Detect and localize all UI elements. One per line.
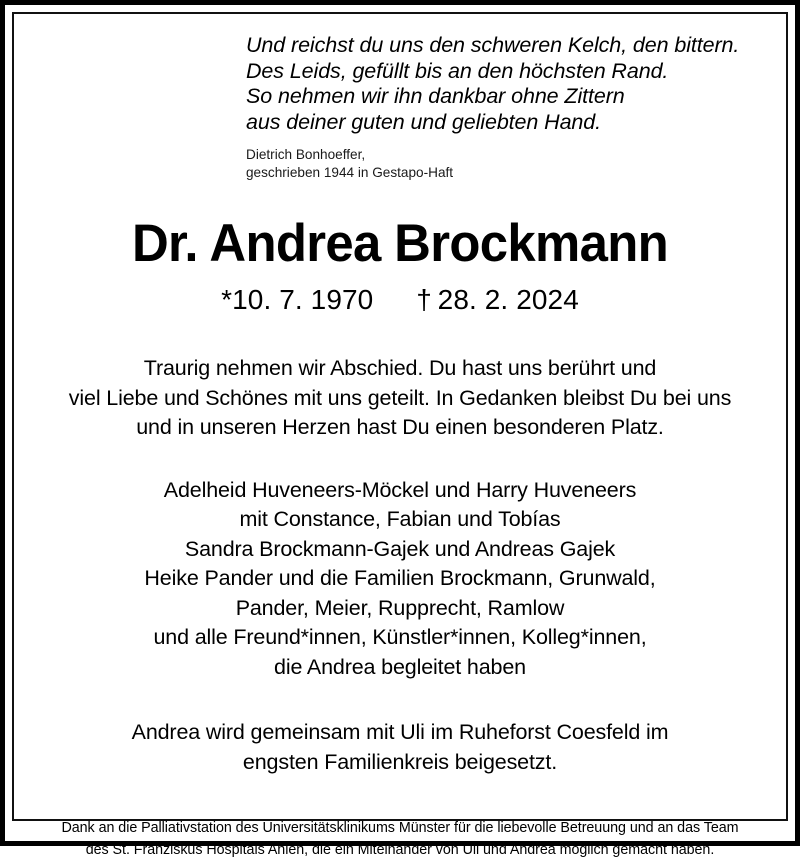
poem-line: Und reichst du uns den schweren Kelch, den bittern.	[246, 33, 740, 57]
burial-information	[36, 682, 764, 777]
family-line: Pander, Meier, Rupprecht, Ramlow	[235, 595, 565, 620]
deceased-name: Dr. Andrea Brockmann	[131, 214, 669, 274]
farewell-line: Traurig nehmen wir Abschied. Du hast uns berührt und	[143, 356, 657, 381]
thanks-note	[36, 777, 764, 861]
birth-date-value: 10. 7. 1970	[232, 284, 374, 316]
attribution-context: geschrieben 1944 in Gestapo-Haft	[246, 165, 454, 181]
poem-line: So nehmen wir ihn dankbar ohne Zittern	[246, 84, 625, 109]
family-line: Adelheid Huveneers-Möckel und Harry Huveneers	[163, 477, 637, 502]
poem-block	[36, 14, 764, 135]
poem-attribution	[36, 135, 764, 182]
birth-symbol: *	[221, 284, 233, 316]
family-line: und alle Freund*innen, Künstler*innen, Kolleg*innen,	[153, 625, 647, 650]
thanks-line: des St. Franziskus Hospitals Ahlen, die ein Miteinander von Uli und Andrea möglich gemacht haben.	[85, 842, 715, 859]
farewell-line: und in unseren Herzen hast Du einen besonderen Platz.	[136, 415, 664, 440]
poem-line: aus deiner guten und geliebten Hand.	[246, 109, 602, 134]
surviving-family-list	[36, 443, 764, 683]
thanks-line: Dank an die Palliativstation des Universitätsklinikums Münster für die liebevolle Betreuung und an das Team	[61, 820, 739, 837]
family-line: Heike Pander und die Familien Brockmann, Grunwald,	[144, 566, 656, 591]
family-line: die Andrea begleitet haben	[274, 654, 526, 679]
death-date	[416, 284, 579, 315]
poem-line: Des Leids, gefüllt bis an den höchsten Rand.	[246, 58, 669, 83]
farewell-message	[36, 316, 764, 443]
farewell-line: viel Liebe und Schönes mit uns geteilt. In Gedanken bleibst Du bei uns	[68, 385, 732, 410]
inner-border-rule	[12, 12, 788, 859]
birth-date	[221, 284, 373, 315]
dagger-icon: †	[416, 284, 432, 316]
death-date-value: 28. 2. 2024	[437, 284, 579, 316]
notice-content	[14, 14, 786, 859]
family-line: Sandra Brockmann-Gajek und Andreas Gajek	[184, 536, 616, 561]
family-line: mit Constance, Fabian und Tobías	[239, 507, 561, 532]
attribution-author: Dietrich Bonhoeffer,	[246, 147, 366, 163]
burial-line: engsten Familienkreis beigesetzt.	[242, 749, 558, 774]
burial-line: Andrea wird gemeinsam mit Uli im Ruheforst Coesfeld im	[131, 720, 669, 745]
deceased-name-block	[36, 182, 764, 274]
life-dates	[36, 271, 764, 316]
